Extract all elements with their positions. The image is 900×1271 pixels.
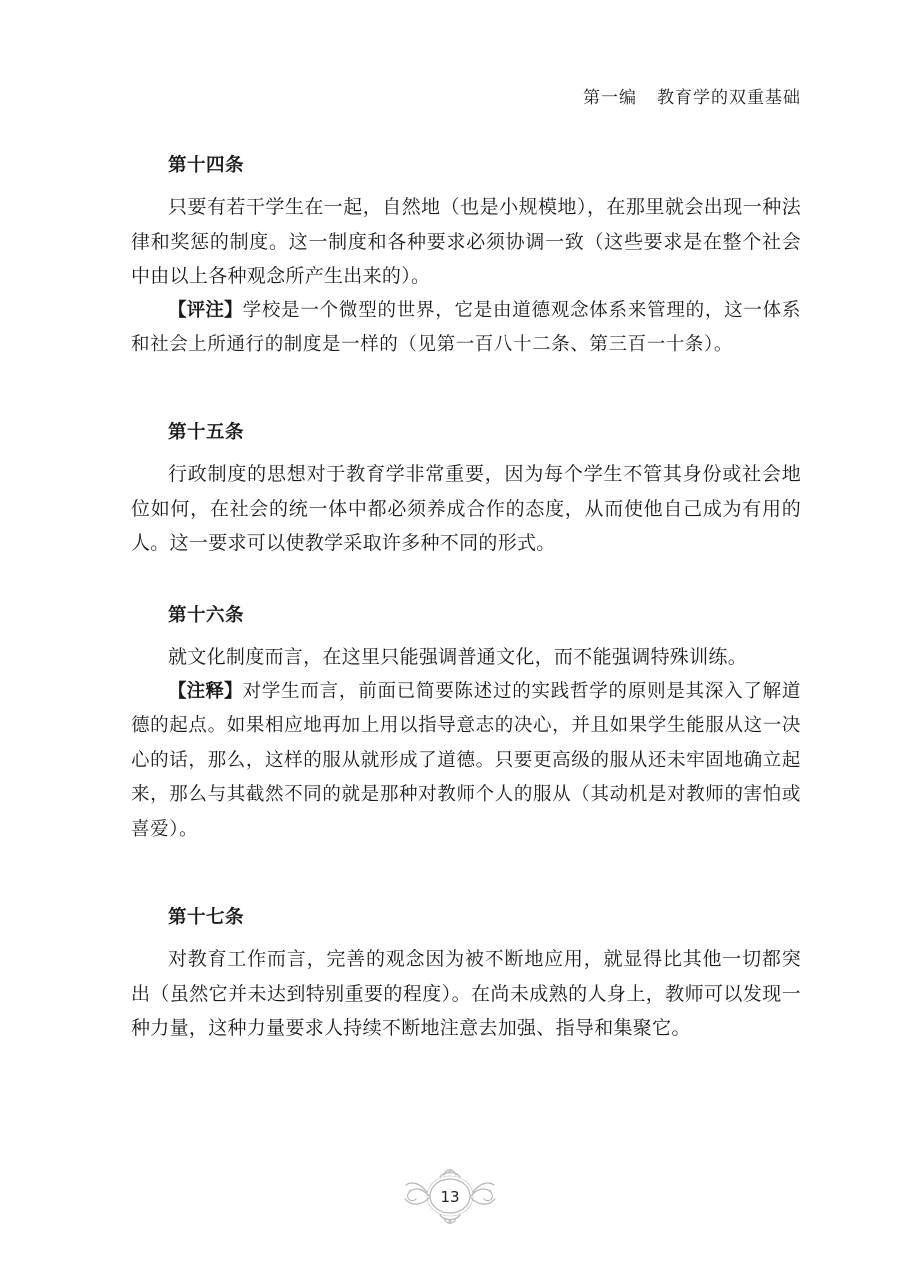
note-text: 对学生而言，前面已简要陈述过的实践哲学的原则是其深入了解道德的起点。如果相应地再加上用以指导意志的决心，并且如果学生能服从这一决心的话，那么，这样的服从就形成了道德。只要更高级的服从还未牢固地确立起来，那么与其截然不同的就是那种对教师个人的服从（其动机是对教师的害怕或喜爱）。 — [131, 680, 801, 840]
article-title: 第十五条 — [168, 422, 245, 443]
article-note — [131, 294, 801, 363]
article-body: 只要有若干学生在一起，自然地（也是小规模地），在那里就会出现一种法律和奖惩的制度。这一制度和各种要求必须协调一致（这些要求是在整个社会中由以上各种观念所产生出来的）。 — [131, 196, 801, 287]
article-16 — [131, 604, 801, 847]
article-15 — [131, 421, 801, 561]
article-14 — [131, 154, 801, 363]
article-body: 行政制度的思想对于教育学非常重要，因为每个学生不管其身份或社会地位如何，在社会的统一体中都必须养成合作的态度，从而使他自己成为有用的人。这一要求可以使教学采取许多种不同的形式。 — [131, 463, 801, 554]
article-17 — [131, 906, 801, 1046]
article-title: 第十七条 — [168, 907, 245, 928]
article-title: 第十四条 — [168, 155, 245, 176]
header-part: 第一编 — [583, 88, 637, 108]
running-header — [583, 83, 801, 108]
note-label: 【注释】 — [168, 680, 243, 702]
page-number: 13 — [440, 1188, 460, 1206]
article-note — [131, 675, 801, 848]
header-title: 教育学的双重基础 — [657, 88, 801, 108]
article-body: 对教育工作而言，完善的观念因为被不断地应用，就显得比其他一切都突出（虽然它并未达到特别重要的程度）。在尚未成熟的人身上，教师可以发现一种力量，这种力量要求人持续不断地注意去加强、指导和集聚它。 — [131, 948, 801, 1039]
note-label: 【评注】 — [168, 299, 243, 321]
note-text: 学校是一个微型的世界，它是由道德观念体系来管理的，这一体系和社会上所通行的制度是一样的（见第一百八十二条、第三百一十条）。 — [131, 299, 801, 355]
article-body: 就文化制度而言，在这里只能强调普通文化，而不能强调特殊训练。 — [168, 646, 748, 668]
article-title: 第十六条 — [168, 605, 245, 626]
